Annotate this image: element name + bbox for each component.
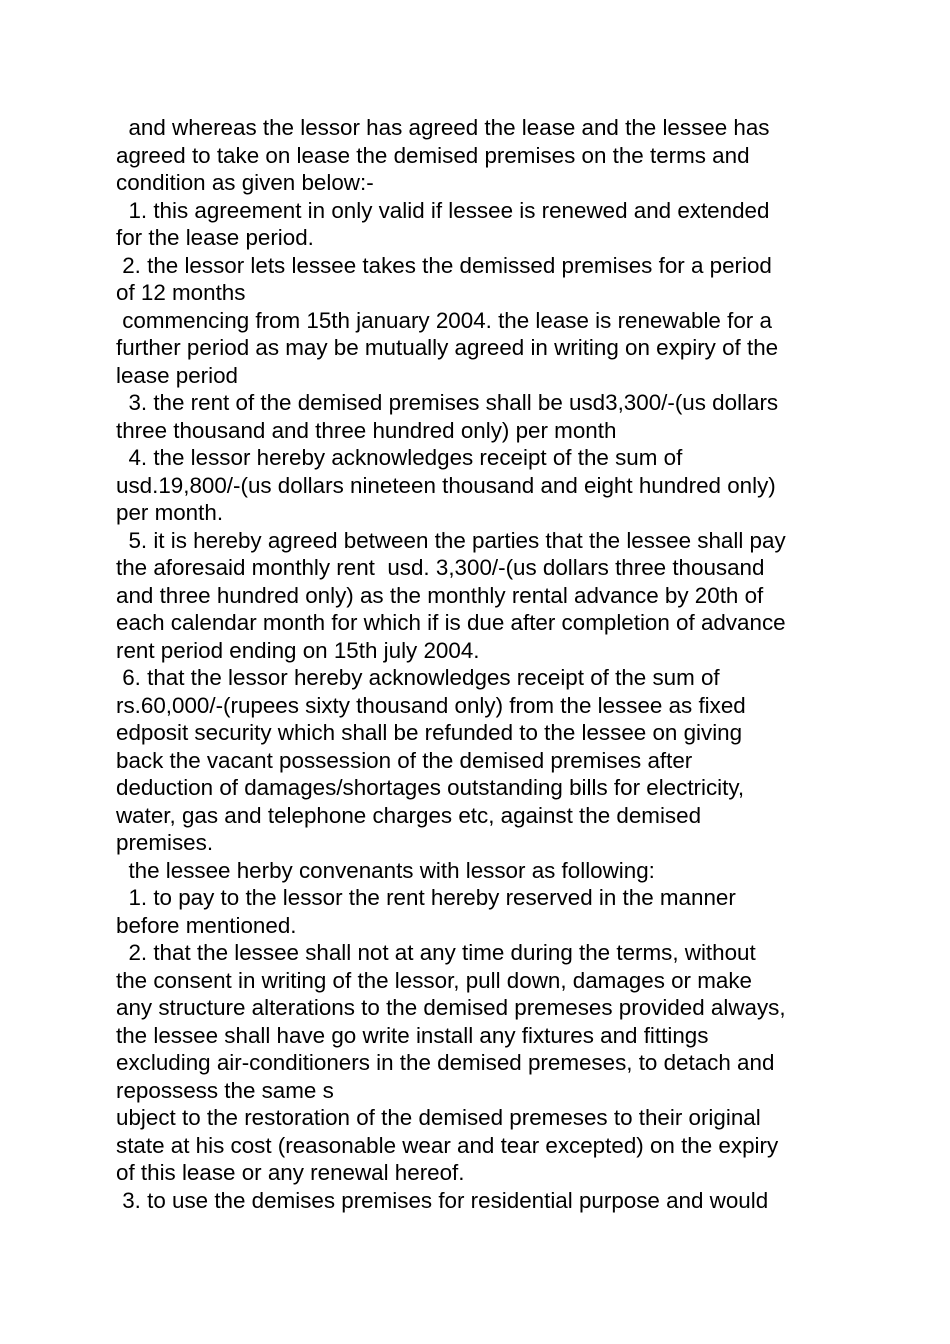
text-line: excluding air-conditioners in the demised premeses, to detach and — [116, 1050, 775, 1075]
text-line: rs.60,000/-(rupees sixty thousand only) from the lessee as fixed — [116, 692, 746, 718]
text-line: back the vacant possession of the demised premises after — [116, 747, 693, 773]
text-line: repossess the same s — [116, 1077, 334, 1103]
text-line: and whereas the lessor has agreed the lease and the lessee has — [116, 115, 770, 140]
text-line: 5. it is hereby agreed between the parties that the lessee shall pay — [116, 527, 786, 553]
text-line: 3. the rent of the demised premises shall be usd3,300/-(us dollars — [116, 390, 779, 415]
text-line: commencing from 15th january 2004. the lease is renewable for a — [116, 307, 772, 333]
text-line: premises. — [116, 830, 214, 855]
text-line: condition as given below:- — [116, 170, 374, 195]
text-line: agreed to take on lease the demised premises on the terms and — [116, 142, 750, 168]
text-line: for the lease period. — [116, 225, 314, 250]
lease-agreement-text — [116, 114, 846, 1214]
text-line: per month. — [116, 500, 224, 525]
text-line: the lessee herby convenants with lessor as following: — [116, 857, 655, 883]
text-line: ubject to the restoration of the demised premeses to their original — [116, 1105, 761, 1130]
text-line: 1. to pay to the lessor the rent hereby reserved in the manner — [116, 885, 736, 910]
text-line: 2. the lessor lets lessee takes the demissed premises for a period — [116, 252, 772, 278]
text-line: before mentioned. — [116, 912, 297, 938]
text-line: each calendar month for which if is due after completion of advance — [116, 610, 786, 635]
text-line: deduction of damages/shortages outstanding bills for electricity, — [116, 775, 745, 800]
text-line: state at his cost (reasonable wear and tear excepted) on the expiry — [116, 1132, 779, 1158]
text-line: 6. that the lessor hereby acknowledges receipt of the sum of — [116, 665, 720, 690]
text-line: 4. the lessor hereby acknowledges receipt of the sum of — [116, 445, 683, 470]
text-line: 3. to use the demises premises for residential purpose and would — [116, 1187, 769, 1213]
text-line: 1. this agreement in only valid if lessee is renewed and extended — [116, 197, 770, 223]
text-line: any structure alterations to the demised premeses provided always, — [116, 995, 786, 1020]
text-line: water, gas and telephone charges etc, against the demised — [116, 802, 702, 828]
text-line: and three hundred only) as the monthly rental advance by 20th of — [116, 582, 764, 608]
text-line: the lessee shall have go write install any fixtures and fittings — [116, 1022, 709, 1048]
text-line: further period as may be mutually agreed in writing on expiry of the — [116, 335, 779, 360]
text-line: three thousand and three hundred only) per month — [116, 417, 617, 443]
text-line: edposit security which shall be refunded to the lessee on giving — [116, 720, 743, 745]
text-line: 2. that the lessee shall not at any time during the terms, without — [116, 940, 756, 965]
text-line: the consent in writing of the lessor, pull down, damages or make — [116, 967, 752, 993]
text-line: of 12 months — [116, 280, 246, 305]
text-line: of this lease or any renewal hereof. — [116, 1160, 465, 1185]
text-line: rent period ending on 15th july 2004. — [116, 637, 480, 663]
text-line: usd.19,800/-(us dollars nineteen thousand and eight hundred only) — [116, 472, 776, 498]
text-line: the aforesaid monthly rent usd. 3,300/-(us dollars three thousand — [116, 555, 765, 580]
text-line: lease period — [116, 362, 238, 388]
